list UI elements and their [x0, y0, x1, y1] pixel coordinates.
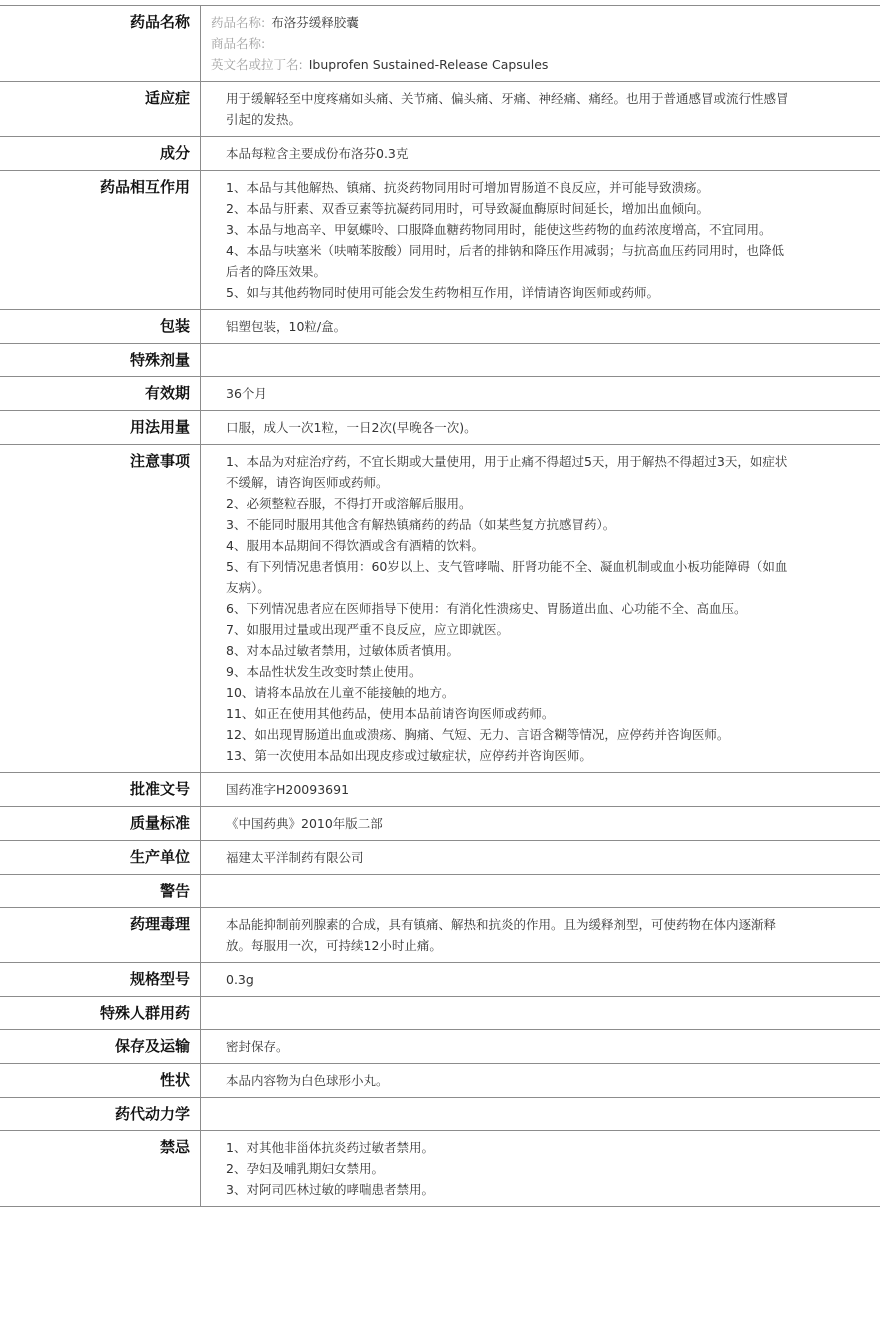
- row-label: 性状: [0, 1064, 201, 1098]
- row-label: 药理毒理: [0, 908, 201, 963]
- drug-spec-table: [0, 5, 880, 1207]
- row-content: [201, 445, 880, 773]
- row-text-line: 2、必须整粒吞服，不得打开或溶解后服用。: [226, 496, 472, 511]
- row-content: [201, 411, 880, 445]
- row-content: [201, 137, 880, 171]
- row-label: 保存及运输: [0, 1030, 201, 1064]
- english-name-line: [211, 54, 795, 75]
- row-text-line: 3、本品与地高辛、甲氨蝶呤、口服降血糖药物同用时，能使这些药物的血药浓度增高，不宜同用。: [226, 222, 772, 237]
- row-label: 特殊人群用药: [0, 997, 201, 1030]
- spec-row: [0, 773, 880, 807]
- row-text-line: 36个月: [226, 386, 267, 401]
- empty-value: [226, 350, 795, 370]
- row-content: [201, 773, 880, 807]
- row-label: 特殊剂量: [0, 344, 201, 377]
- generic-name-line: [211, 12, 795, 33]
- row-label: 禁忌: [0, 1131, 201, 1207]
- row-text-line: 3、不能同时服用其他含有解热镇痛药的药品（如某些复方抗感冒药）。: [226, 517, 616, 532]
- generic-name-label: 药品名称:: [211, 15, 266, 30]
- spec-row: [0, 1131, 880, 1207]
- row-label: 规格型号: [0, 963, 201, 997]
- row-text-line: 8、对本品过敏者禁用，过敏体质者慎用。: [226, 643, 459, 658]
- row-label: 生产单位: [0, 841, 201, 875]
- row-text-line: 福建太平洋制药有限公司: [226, 850, 364, 865]
- spec-row: [0, 171, 880, 310]
- row-label: 药品相互作用: [0, 171, 201, 310]
- row-content: [201, 1131, 880, 1207]
- row-label: 用法用量: [0, 411, 201, 445]
- row-text-line: 4、本品与呋塞米（呋喃苯胺酸）同用时，后者的排钠和降压作用减弱；与抗高血压药同用时，也降低后者的降压效果。: [226, 243, 784, 279]
- spec-row: [0, 1030, 880, 1064]
- spec-row-name: [0, 6, 880, 82]
- row-text-line: 7、如服用过量或出现严重不良反应，应立即就医。: [226, 622, 509, 637]
- row-text-line: 1、对其他非甾体抗炎药过敏者禁用。: [226, 1140, 434, 1155]
- row-text-line: 2、孕妇及哺乳期妇女禁用。: [226, 1161, 384, 1176]
- row-text-line: 用于缓解轻至中度疼痛如头痛、关节痛、偏头痛、牙痛、神经痛、痛经。也用于普通感冒或流行性感冒引起的发热。: [226, 91, 789, 127]
- spec-row: [0, 411, 880, 445]
- row-text-line: 10、请将本品放在儿童不能接触的地方。: [226, 685, 455, 700]
- row-text-line: 9、本品性状发生改变时禁止使用。: [226, 664, 422, 679]
- row-text-line: 11、如正在使用其他药品，使用本品前请咨询医师或药师。: [226, 706, 555, 721]
- spec-row: [0, 344, 880, 377]
- row-text-line: 口服，成人一次1粒，一日2次(早晚各一次)。: [226, 420, 477, 435]
- row-content: [201, 1030, 880, 1064]
- name-block: [201, 6, 880, 82]
- row-text-line: 《中国药典》2010年版二部: [226, 816, 383, 831]
- spec-row: [0, 377, 880, 411]
- spec-row: [0, 908, 880, 963]
- row-content: [201, 82, 880, 137]
- row-content: [201, 875, 880, 908]
- row-label: 成分: [0, 137, 201, 171]
- empty-value: [226, 881, 795, 901]
- row-content: [201, 908, 880, 963]
- row-label: 注意事项: [0, 445, 201, 773]
- spec-row: [0, 963, 880, 997]
- row-content: [201, 807, 880, 841]
- row-text-line: 国药准字H20093691: [226, 782, 350, 797]
- row-text-line: 13、第一次使用本品如出现皮疹或过敏症状，应停药并咨询医师。: [226, 748, 592, 763]
- row-text-line: 本品能抑制前列腺素的合成，具有镇痛、解热和抗炎的作用。且为缓释剂型，可使药物在体内逐渐释放。每服用一次，可持续12小时止痛。: [226, 917, 777, 953]
- generic-name-value: 布洛芬缓释胶囊: [271, 15, 359, 30]
- row-label: 警告: [0, 875, 201, 908]
- row-text-line: 6、下列情况患者应在医师指导下使用：有消化性溃疡史、胃肠道出血、心功能不全、高血压。: [226, 601, 747, 616]
- row-text-line: 4、服用本品期间不得饮酒或含有酒精的饮料。: [226, 538, 484, 553]
- row-text-line: 1、本品与其他解热、镇痛、抗炎药物同用时可增加胃肠道不良反应，并可能导致溃疡。: [226, 180, 709, 195]
- spec-row: [0, 137, 880, 171]
- spec-row: [0, 841, 880, 875]
- english-name-value: Ibuprofen Sustained-Release Capsules: [308, 57, 549, 72]
- spec-row: [0, 807, 880, 841]
- row-label: 适应症: [0, 82, 201, 137]
- row-label: 药代动力学: [0, 1098, 201, 1131]
- row-label: 质量标准: [0, 807, 201, 841]
- row-content: [201, 171, 880, 310]
- row-label: 药品名称: [0, 6, 201, 82]
- row-text-line: 密封保存。: [226, 1039, 289, 1054]
- brand-name-line: [211, 33, 795, 54]
- row-text-line: 本品每粒含主要成份布洛芬0.3克: [226, 146, 409, 161]
- row-text-line: 铝塑包装，10粒/盒。: [226, 319, 347, 334]
- row-content: [201, 377, 880, 411]
- row-text-line: 0.3g: [226, 972, 254, 987]
- spec-row: [0, 875, 880, 908]
- row-text-line: 5、有下列情况患者慎用：60岁以上、支气管哮喘、肝肾功能不全、凝血机制或血小板功能障碍（如血友病）。: [226, 559, 788, 595]
- brand-name-label: 商品名称:: [211, 36, 266, 51]
- english-name-label: 英文名或拉丁名:: [211, 57, 303, 72]
- empty-value: [226, 1003, 795, 1023]
- spec-row: [0, 1064, 880, 1098]
- row-text-line: 本品内容物为白色球形小丸。: [226, 1073, 389, 1088]
- row-label: 包装: [0, 310, 201, 344]
- spec-row: [0, 310, 880, 344]
- row-content: [201, 963, 880, 997]
- row-text-line: 12、如出现胃肠道出血或溃疡、胸痛、气短、无力、言语含糊等情况，应停药并咨询医师。: [226, 727, 730, 742]
- row-text-line: 3、对阿司匹林过敏的哮喘患者禁用。: [226, 1182, 434, 1197]
- row-content: [201, 841, 880, 875]
- row-text-line: 2、本品与肝素、双香豆素等抗凝药同用时，可导致凝血酶原时间延长，增加出血倾向。: [226, 201, 709, 216]
- row-label: 有效期: [0, 377, 201, 411]
- empty-value: [226, 1104, 795, 1124]
- spec-table-body: [0, 6, 880, 1207]
- row-content: [201, 1064, 880, 1098]
- row-content: [201, 310, 880, 344]
- spec-row: [0, 997, 880, 1030]
- row-content: [201, 1098, 880, 1131]
- row-label: 批准文号: [0, 773, 201, 807]
- row-text-line: 5、如与其他药物同时使用可能会发生药物相互作用，详情请咨询医师或药师。: [226, 285, 659, 300]
- row-content: [201, 344, 880, 377]
- row-content: [201, 997, 880, 1030]
- spec-row: [0, 445, 880, 773]
- spec-row: [0, 1098, 880, 1131]
- spec-row: [0, 82, 880, 137]
- row-text-line: 1、本品为对症治疗药，不宜长期或大量使用，用于止痛不得超过5天，用于解热不得超过3天，如症状不缓解，请咨询医师或药师。: [226, 454, 788, 490]
